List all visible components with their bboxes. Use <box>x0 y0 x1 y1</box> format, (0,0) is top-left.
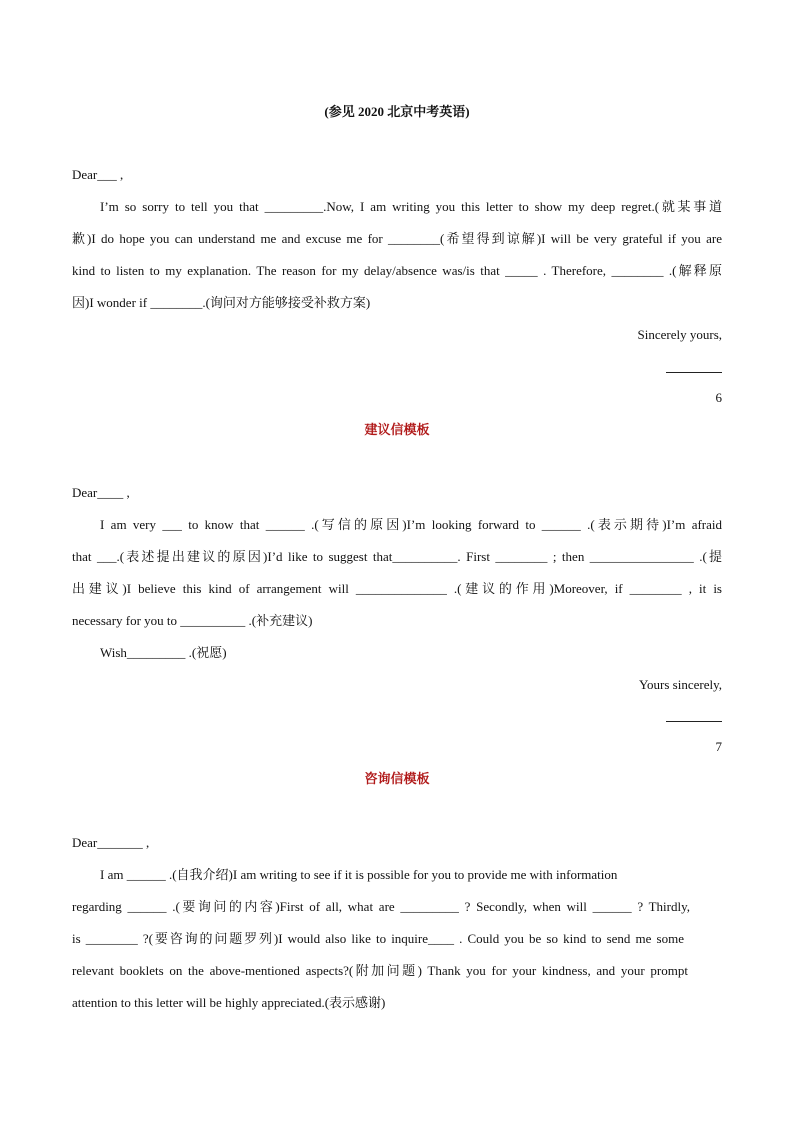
reference-heading: (参见 2020 北京中考英语) <box>324 104 470 119</box>
apology-signature-line <box>666 372 722 373</box>
apology-greeting: Dear___ , <box>72 167 124 182</box>
suggestion-line-4: necessary for you to __________ .(补充建议) <box>72 613 313 628</box>
apology-closing: Sincerely yours, <box>637 327 722 342</box>
suggestion-wish: Wish_________ .(祝愿) <box>100 645 227 660</box>
apology-line-3: kind to listen to my explanation. The reason for my delay/absence was/is that _____ . Therefore, ________ .(解释原 <box>72 263 722 278</box>
page-number: 6 <box>715 390 722 405</box>
apology-line-1: I’m so sorry to tell you that _________.Now, I am writing you this letter to show my deep regret.(就某事道 <box>100 199 722 214</box>
suggestion-line-1: I am very ___ to know that ______ .(写信的原因)I’m looking forward to ______ .(表示期待)I’m afraid <box>100 517 722 532</box>
suggestion-signature-line <box>666 721 722 722</box>
inquiry-greeting: Dear_______ , <box>72 835 150 850</box>
page-number: 7 <box>715 739 722 754</box>
inquiry-line-1: I am ______ .(自我介绍)I am writing to see if it is possible for you to provide me with information <box>100 867 618 882</box>
apology-line-2: 歉)I do hope you can understand me and excuse me for ________(希望得到谅解)I will be very grateful if you are <box>72 231 722 246</box>
apology-line-4: 因)I wonder if ________.(询问对方能够接受补救方案) <box>72 295 371 310</box>
suggestion-line-3: 出建议)I believe this kind of arrangement will ______________ .(建议的作用)Moreover, if ________ , it is <box>72 581 722 596</box>
suggestion-line-2: that ___.(表述提出建议的原因)I’d like to suggest that__________. First ________ ; then ________________ .(提 <box>72 549 722 564</box>
suggestion-greeting: Dear____ , <box>72 485 130 500</box>
inquiry-line-3: is ________ ?(要咨询的问题罗列)I would also like to inquire____ . Could you be so kind to send me some <box>72 931 684 946</box>
inquiry-line-4: relevant booklets on the above-mentioned aspects?(附加问题) Thank you for your kindness, and your prompt <box>72 963 688 978</box>
inquiry-line-2: regarding ______ .(要询问的内容)First of all, what are _________ ? Secondly, when will ______ ? Thirdly, <box>72 899 690 914</box>
inquiry-title: 咨询信模板 <box>364 771 430 786</box>
suggestion-title: 建议信模板 <box>364 422 430 437</box>
suggestion-closing: Yours sincerely, <box>638 677 722 692</box>
inquiry-line-5: attention to this letter will be highly appreciated.(表示感谢) <box>72 995 386 1010</box>
